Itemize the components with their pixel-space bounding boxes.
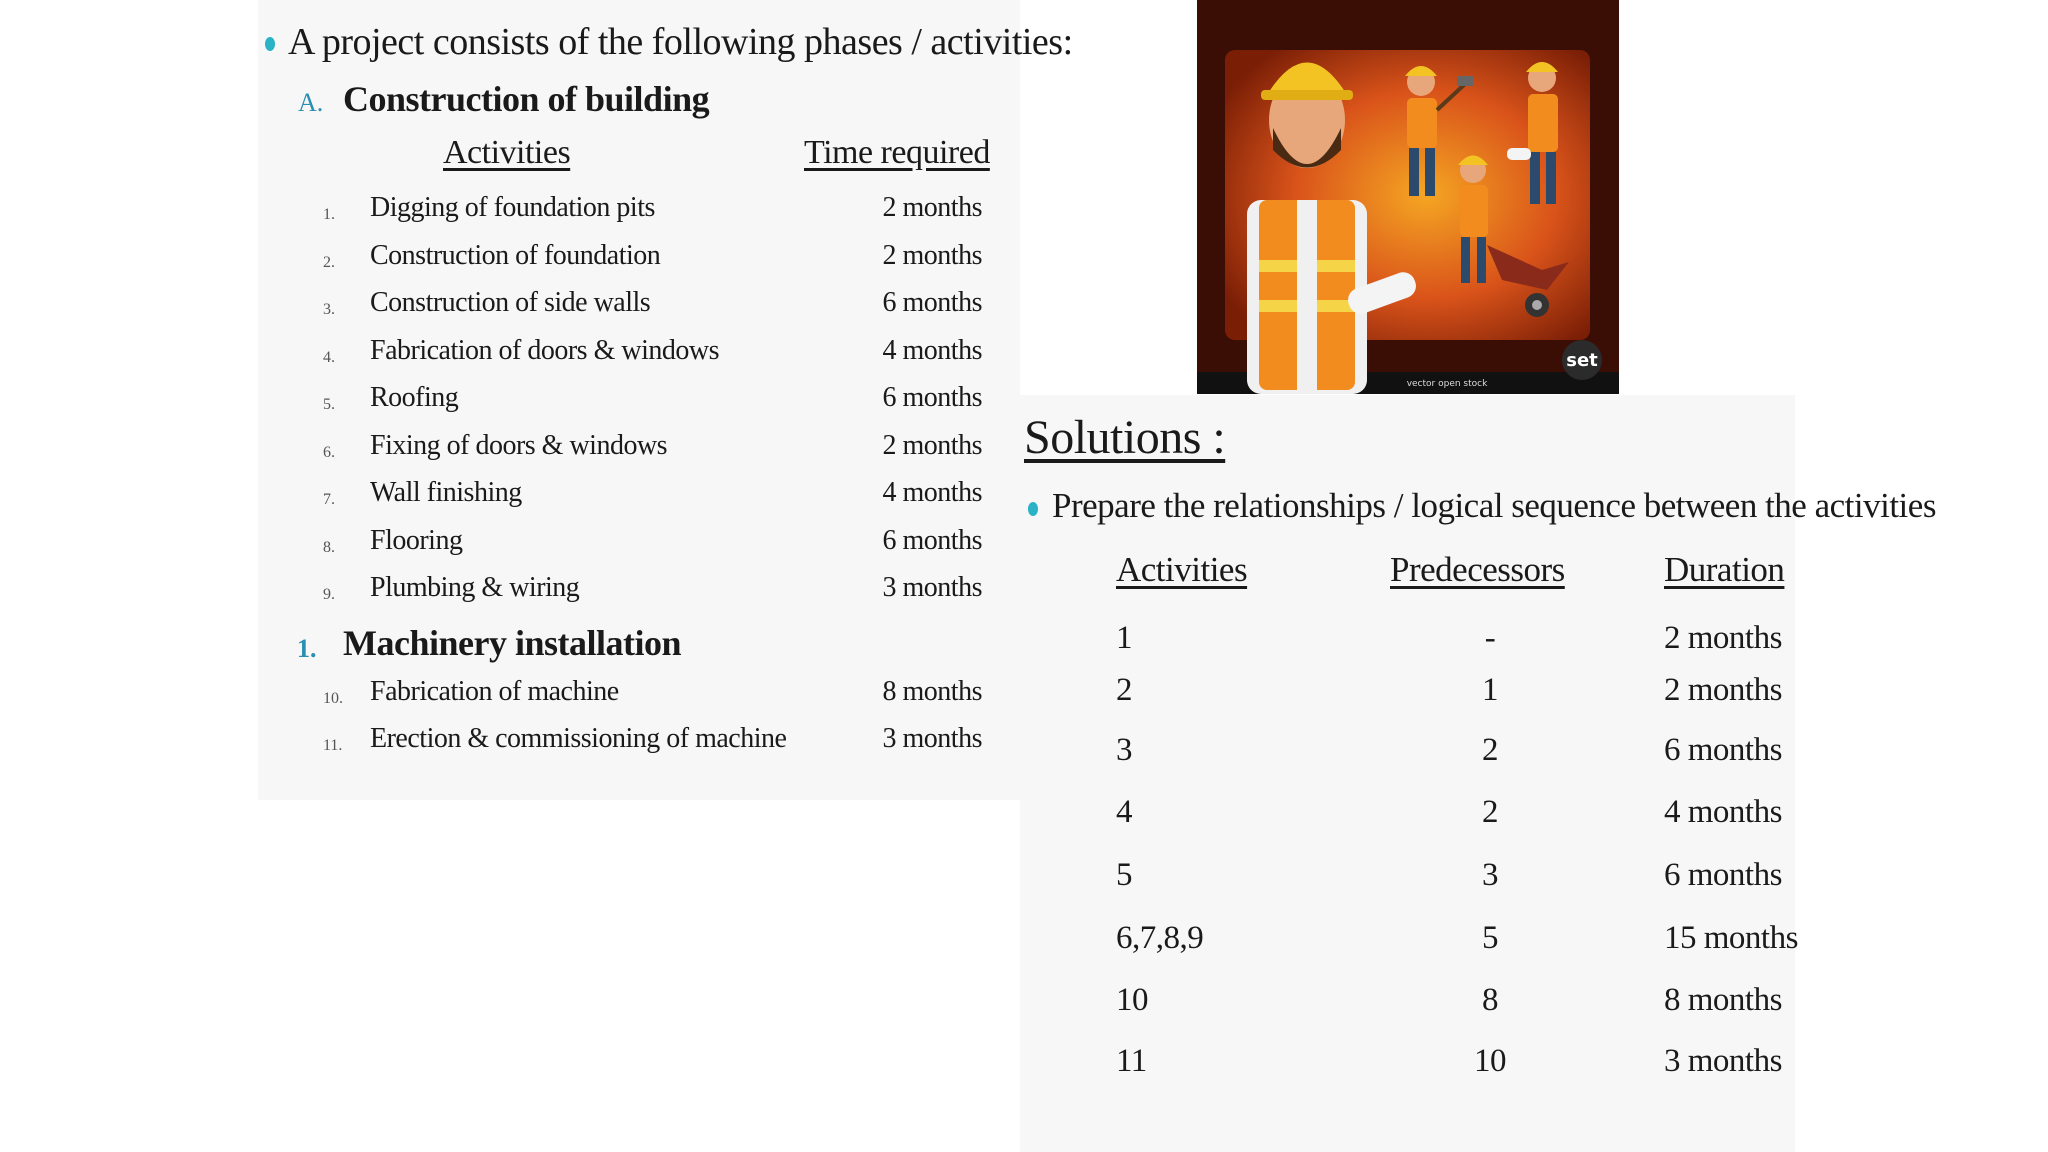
activity-name: Fabrication of machine <box>370 676 619 707</box>
activity-name: Erection & commissioning of machine <box>370 723 787 754</box>
activity-number: 3. <box>323 301 335 318</box>
sol-predecessor-cell: - <box>1484 620 1496 656</box>
activity-number: 11. <box>323 737 343 754</box>
sol-predecessor-cell: 3 <box>1482 857 1498 893</box>
activity-time: 2 months <box>882 429 982 461</box>
activity-number: 9. <box>323 586 335 603</box>
activity-number: 6. <box>323 443 335 461</box>
sol-activity-cell: 6,7,8,9 <box>1116 920 1204 956</box>
sol-activity-cell: 5 <box>1116 857 1132 893</box>
activity-number: 4. <box>323 348 335 366</box>
activity-name: Wall finishing <box>370 477 522 508</box>
activity-time: 8 months <box>882 676 982 707</box>
time-column-header: Time required <box>804 134 990 171</box>
activity-name: Fixing of doors & windows <box>370 429 668 461</box>
activity-time: 3 months <box>882 572 982 603</box>
activity-name: Flooring <box>370 524 463 556</box>
activity-number: 7. <box>323 491 335 508</box>
sol-duration-header: Duration <box>1664 550 1785 589</box>
section-b-marker: 1. <box>297 634 317 663</box>
sol-activity-cell: 1 <box>1116 620 1132 656</box>
activity-number: 1. <box>323 206 335 223</box>
activity-time: 4 months <box>882 334 982 366</box>
sol-duration-cell: 6 months <box>1664 857 1782 893</box>
intro-bullet-icon <box>265 37 275 51</box>
activity-time: 6 months <box>882 287 982 318</box>
sol-duration-cell: 4 months <box>1664 794 1782 830</box>
sol-predecessors-header: Predecessors <box>1390 550 1565 589</box>
activity-time: 4 months <box>882 477 982 508</box>
watermark-text: vector open stock <box>1406 379 1488 389</box>
activity-time: 2 months <box>882 239 982 271</box>
activity-name: Construction of side walls <box>370 287 651 318</box>
activity-number: 8. <box>323 538 335 556</box>
activity-name: Fabrication of doors & windows <box>370 334 719 366</box>
sol-duration-cell: 3 months <box>1664 1043 1782 1079</box>
section-a-title: Construction of building <box>343 79 710 119</box>
activity-name: Digging of foundation pits <box>370 192 655 223</box>
activity-time: 3 months <box>882 723 982 754</box>
section-b-title: Machinery installation <box>343 623 681 663</box>
activity-time: 6 months <box>882 524 982 556</box>
sol-predecessor-cell: 8 <box>1482 982 1498 1018</box>
sol-predecessor-cell: 1 <box>1482 672 1498 708</box>
activity-name: Construction of foundation <box>370 239 661 271</box>
sol-predecessor-cell: 2 <box>1482 732 1498 768</box>
solutions-bullet-icon <box>1028 502 1038 516</box>
activity-time: 2 months <box>882 192 982 223</box>
intro-text: A project consists of the following phases / activities: <box>288 21 1073 63</box>
sol-activity-cell: 10 <box>1116 982 1148 1018</box>
solutions-title: Solutions : <box>1024 411 1226 464</box>
construction-workers-illustration <box>1197 0 1619 394</box>
sol-activities-header: Activities <box>1116 550 1248 589</box>
activity-number: 2. <box>323 253 335 271</box>
solutions-intro: Prepare the relationships / logical sequence between the activities <box>1052 486 1936 525</box>
sol-activity-cell: 2 <box>1116 672 1132 708</box>
sol-activity-cell: 4 <box>1116 794 1132 830</box>
sol-activity-cell: 11 <box>1116 1043 1147 1079</box>
activity-number: 10. <box>323 690 343 707</box>
activities-column-header: Activities <box>443 134 571 171</box>
sol-predecessor-cell: 5 <box>1482 920 1498 956</box>
activity-number: 5. <box>323 396 335 413</box>
sol-duration-cell: 2 months <box>1664 620 1782 656</box>
sol-predecessor-cell: 2 <box>1482 794 1498 830</box>
sol-duration-cell: 8 months <box>1664 982 1782 1018</box>
activity-name: Roofing <box>370 382 459 413</box>
activity-time: 6 months <box>882 382 982 413</box>
sol-activity-cell: 3 <box>1116 732 1132 768</box>
section-a-marker: A. <box>298 88 324 117</box>
logo-text: set <box>1566 350 1598 371</box>
sol-duration-cell: 15 months <box>1664 920 1798 956</box>
sol-predecessor-cell: 10 <box>1474 1043 1506 1079</box>
sol-duration-cell: 6 months <box>1664 732 1782 768</box>
activity-name: Plumbing & wiring <box>370 572 580 603</box>
sol-duration-cell: 2 months <box>1664 672 1782 708</box>
